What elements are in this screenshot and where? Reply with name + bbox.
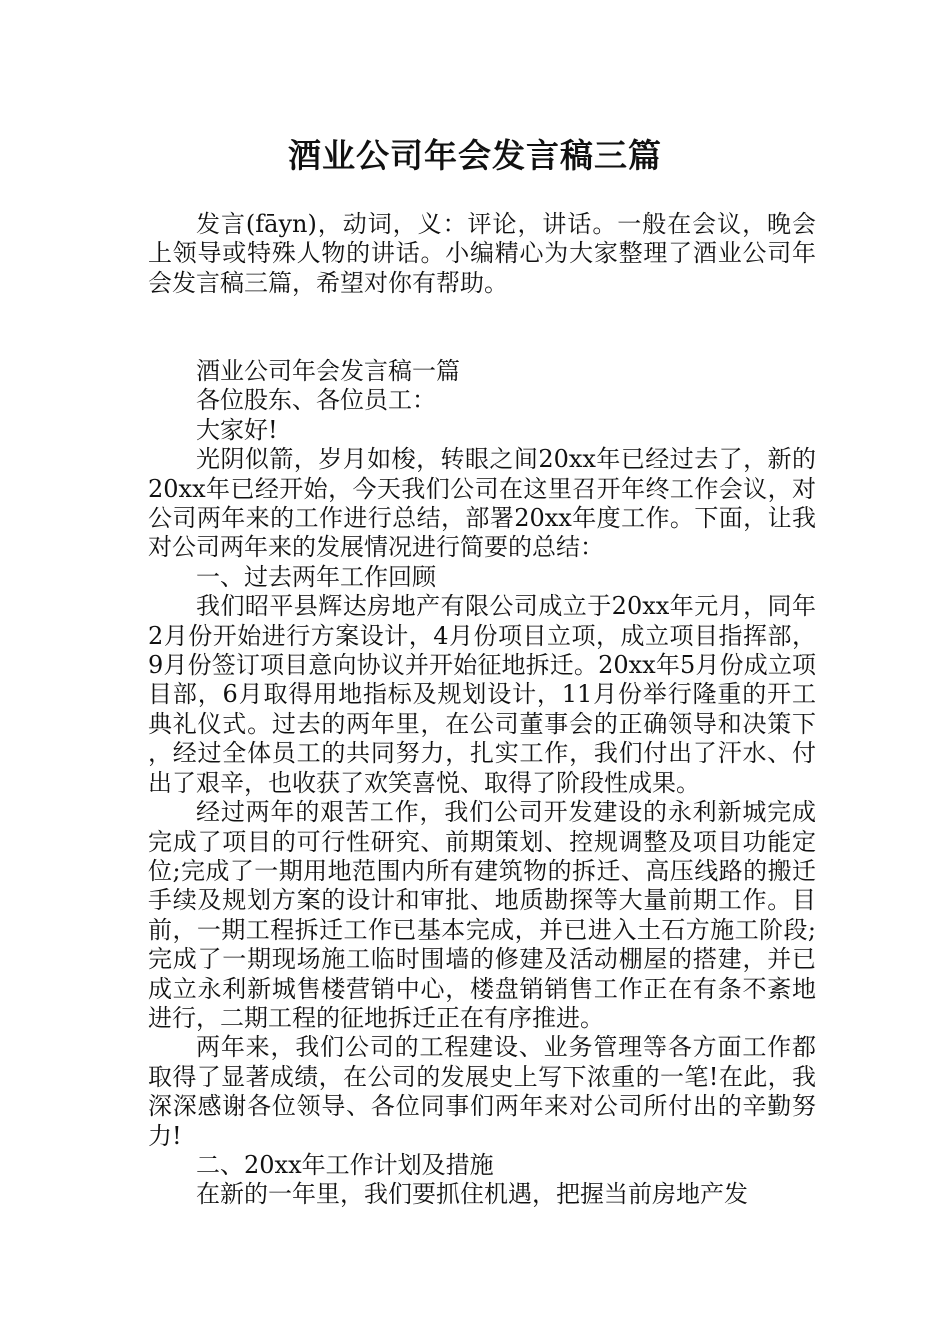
body-paragraph: 两年来，我们公司的工程建设、业务管理等各方面工作都取得了显著成绩，在公司的发展史上写下浓重的一笔!在此，我深深感谢各位领导、各位同事们两年来对公司所付出的辛勤努力!: [148, 1033, 816, 1150]
intro-paragraph: 发言(fāyn)，动词，义：评论，讲话。一般在会议，晚会上领导或特殊人物的讲话。小编精心为大家整理了酒业公司年会发言稿三篇，希望对你有帮助。: [148, 210, 816, 297]
salutation: 各位股东、各位员工：: [196, 386, 436, 415]
subheading-review: 一、过去两年工作回顾: [196, 562, 436, 591]
subheading-plan: 二、20xx年工作计划及措施: [196, 1150, 494, 1179]
document-body: [148, 210, 816, 1210]
greeting: 大家好!: [196, 415, 278, 444]
body-paragraph: 在新的一年里，我们要抓住机遇，把握当前房地产发: [196, 1180, 748, 1209]
section-heading: 酒业公司年会发言稿一篇: [196, 357, 460, 386]
document-title: 酒业公司年会发言稿三篇: [288, 136, 662, 175]
paragraph-spacer: [148, 298, 816, 357]
body-paragraph: 光阴似箭，岁月如梭，转眼之间20xx年已经过去了，新的20xx年已经开始，今天我们公司在这里召开年终工作会议，对公司两年来的工作进行总结，部署20xx年度工作。下面，让我对公司两年来的发展情况进行简要的总结：: [148, 445, 816, 562]
body-paragraph: 我们昭平县辉达房地产有限公司成立于20xx年元月，同年2月份开始进行方案设计，4月份项目立项，成立项目指挥部，9月份签订项目意向协议并开始征地拆迁。20xx年5月份成立项目部，6月取得用地指标及规划设计，11月份举行隆重的开工典礼仪式。过去的两年里，在公司董事会的正确领导和决策下，经过全体员工的共同努力，扎实工作，我们付出了汗水、付出了艰辛，也收获了欢笑喜悦、取得了阶段性成果。: [148, 592, 816, 797]
body-paragraph: 经过两年的艰苦工作，我们公司开发建设的永利新城完成完成了项目的可行性研究、前期策划、控规调整及项目功能定位;完成了一期用地范围内所有建筑物的拆迁、高压线路的搬迁手续及规划方案的设计和审批、地质勘探等大量前期工作。目前，一期工程拆迁工作已基本完成，并已进入土石方施工阶段;完成了一期现场施工临时围墙的修建及活动棚屋的搭建，并已成立永利新城售楼营销中心，楼盘销销售工作正在有条不紊地进行，二期工程的征地拆迁正在有序推进。: [148, 798, 816, 1032]
